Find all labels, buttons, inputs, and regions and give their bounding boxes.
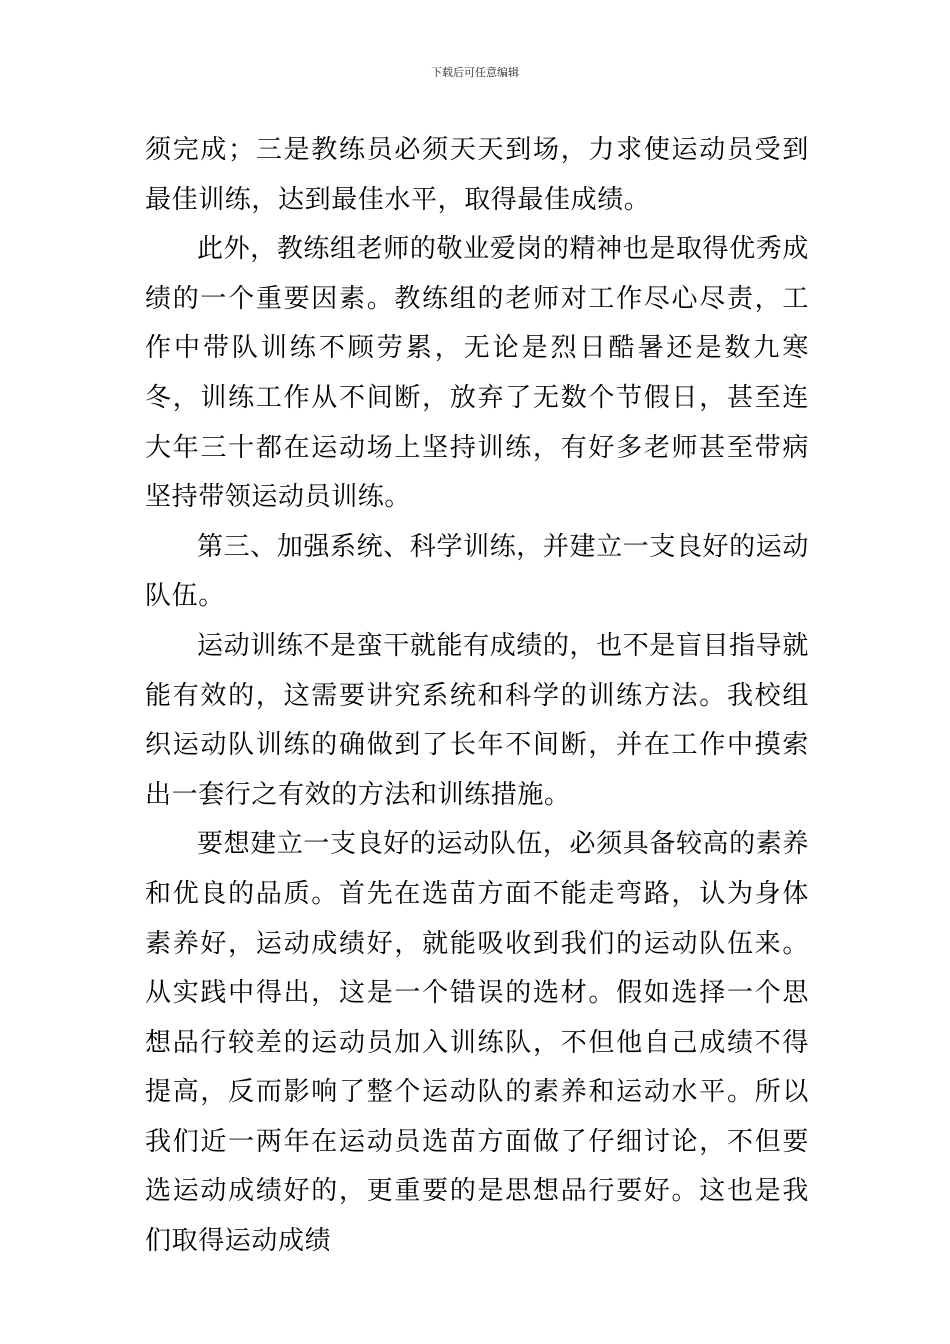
page-header-note: 下载后可任意编辑 bbox=[431, 66, 519, 79]
paragraph-4: 运动训练不是蛮干就能有成绩的，也不是盲目指导就能有效的，这需要讲究系统和科学的训练方法。我校组织运动队训练的确做到了长年不间断，并在工作中摸索出一套行之有效的方法和训练措施。 bbox=[145, 630, 809, 810]
paragraph-5: 要想建立一支良好的运动队伍，必须具备较高的素养和优良的品质。首先在选苗方面不能走弯路，认为身体素养好，运动成绩好，就能吸收到我们的运动队伍来。从实践中得出，这是一个错误的选材。假如选择一个思想品行较差的运动员加入训练队，不但他自己成绩不得提高，反而影响了整个运动队的素养和运动水平。所以我们近一两年在运动员选苗方面做了仔细讨论，不但要选运动成绩好的，更重要的是思想品行要好。这也是我们取得运动成绩 bbox=[145, 829, 809, 1257]
document-body bbox=[145, 126, 809, 1267]
paragraph-3: 第三、加强系统、科学训练，并建立一支良好的运动队伍。 bbox=[145, 531, 809, 612]
paragraph-2: 此外，教练组老师的敬业爱岗的精神也是取得优秀成绩的一个重要因素。教练组的老师对工作尽心尽责，工作中带队训练不顾劳累，无论是烈日酷暑还是数九寒冬，训练工作从不间断，放弃了无数个节假日，甚至连大年三十都在运动场上坚持训练，有好多老师甚至带病坚持带领运动员训练。 bbox=[145, 234, 809, 513]
paragraph-1: 须完成；三是教练员必须天天到场，力求使运动员受到最佳训练，达到最佳水平，取得最佳成绩。 bbox=[145, 135, 809, 215]
